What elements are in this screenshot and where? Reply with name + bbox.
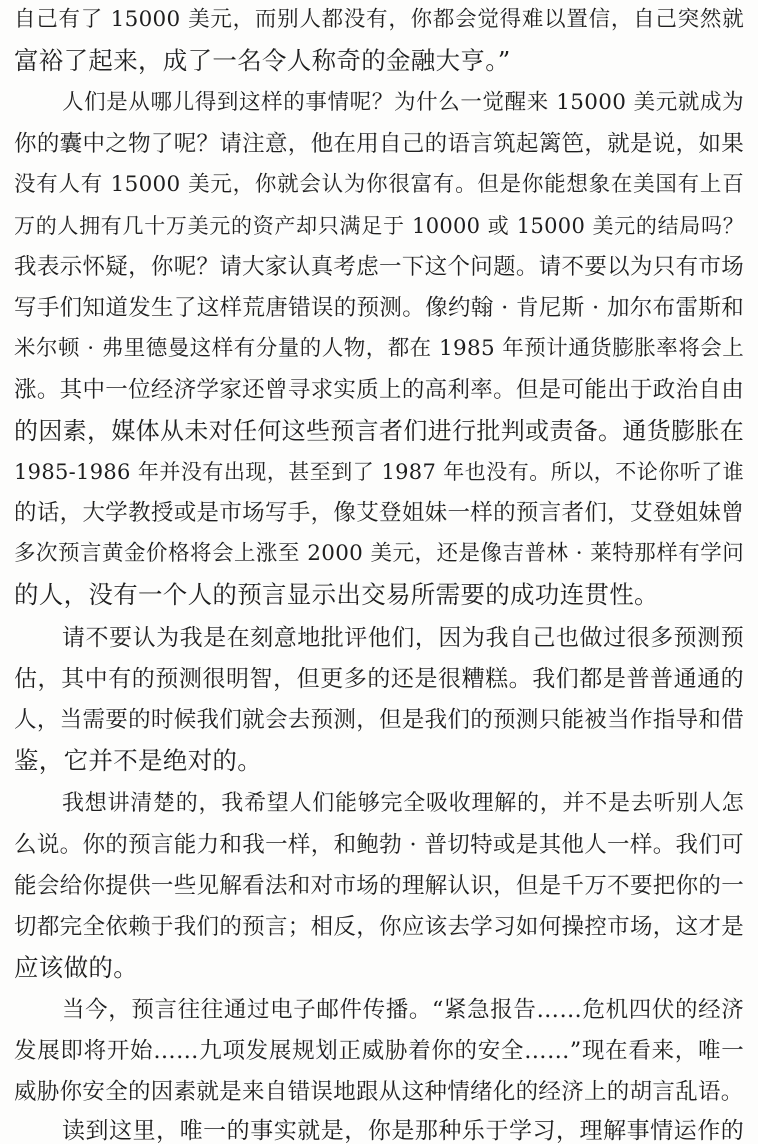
text-line: 人，当需要的时候我们就会去预测，但是我们的预测只能被当作指导和借 (14, 707, 744, 733)
text-line: 的人，没有一个人的预言显示出交易所需要的成功连贯性。 (14, 580, 659, 609)
text-line: 切都完全依赖于我们的预言；相反，你应该去学习如何操控市场，这才是 (14, 914, 744, 940)
text-line: 能会给你提供一些见解看法和对市场的理解认识，但是千万不要把你的一 (14, 873, 744, 899)
text-line: 鉴，它并不是绝对的。 (14, 746, 262, 775)
text-line: 1985-1986 年并没有出现，甚至到了 1987 年也没有。所以，不论你听了谁 (14, 460, 744, 484)
text-line: 威胁你安全的因素就是来自错误地跟从这种情绪化的经济上的胡言乱语。 (14, 1079, 744, 1105)
text-line: 自己有了 15000 美元，而别人都没有，你都会觉得难以置信，自己突然就 (14, 7, 744, 32)
text-line: 涨。其中一位经济学家还曾寻求实质上的高利率。但是可能出于政治自由 (14, 377, 744, 403)
paragraph-start-line: 我想讲清楚的，我希望人们能够完全吸收理解的，并不是去听别人怎 (62, 791, 744, 816)
text-line: 你的囊中之物了呢？请注意，他在用自己的语言筑起篱笆，就是说，如果 (14, 131, 744, 157)
text-line: 富裕了起来，成了一名令人称奇的金融大亨。” (14, 46, 511, 75)
text-line: 万的人拥有几十万美元的资产却只满足于 10000 或 15000 美元的结局吗？ (14, 214, 744, 238)
text-line: 的因素，媒体从未对任何这些预言者们进行批判或责备。通货膨胀在 (14, 417, 744, 445)
text-line: 么说。你的预言能力和我一样，和鲍勃 · 普切特或是其他人一样。我们可 (14, 832, 744, 858)
text-line: 多次预言黄金价格将会上涨至 2000 美元，还是像吉普林 · 莱特那样有学问 (14, 541, 744, 566)
text-line: 应该做的。 (14, 953, 138, 982)
text-line: 米尔顿 · 弗里德曼这样有分量的人物，都在 1985 年预计通货膨胀率将会上 (14, 336, 744, 361)
paragraph-start-line: 读到这里，唯一的事实就是，你是那种乐于学习，理解事情运作的 (62, 1118, 744, 1144)
paragraph-start-line: 当今，预言往往通过电子邮件传播。“紧急报告……危机四伏的经济 (62, 997, 744, 1023)
text-line: 的话，大学教授或是市场写手，像艾登姐妹一样的预言者们，艾登姐妹曾 (14, 500, 744, 526)
text-line: 发展即将开始……九项发展规划正威胁着你的安全……”现在看来，唯一 (14, 1038, 744, 1064)
text-line: 估，其中有的预测很明智，但更多的还是很糟糕。我们都是普普通通的 (14, 666, 744, 692)
text-line: 写手们知道发生了这样荒唐错误的预测。像约翰 · 肯尼斯 · 加尔布雷斯和 (14, 295, 744, 321)
paragraph-start-line: 人们是从哪儿得到这样的事情呢？为什么一觉醒来 15000 美元就成为 (62, 90, 744, 115)
text-line: 我表示怀疑，你呢？请大家认真考虑一下这个问题。请不要以为只有市场 (14, 254, 744, 280)
paragraph-start-line: 请不要认为我是在刻意地批评他们，因为我自己也做过很多预测预 (62, 625, 744, 651)
text-line: 没有人有 15000 美元，你就会认为你很富有。但是你能想象在美国有上百 (14, 172, 744, 197)
